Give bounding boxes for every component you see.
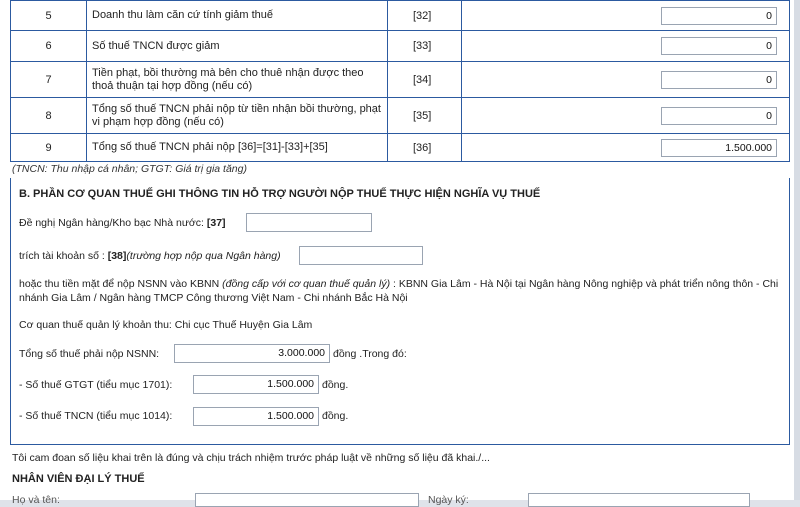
bank-input[interactable] [246,213,372,232]
agent-name-label: Họ và tên: [12,494,60,506]
row-number: 6 [11,31,87,62]
vat-input[interactable]: 1.500.000 [193,375,319,394]
row-code: [32] [388,1,462,31]
total-input[interactable]: 3.000.000 [174,344,330,363]
section-b-title: B. PHẦN CƠ QUAN THUẾ GHI THÔNG TIN HỖ TRỢ NGƯỜI NỘP THUẾ THỰC HIỆN NGHĨA VỤ THUẾ [19,188,541,200]
total-label: Tổng số thuế phải nộp NSNN: [19,348,160,360]
account-label: trích tài khoản số : [38](trường hợp nộp qua Ngân hàng) [19,250,281,262]
row-code: [36] [388,134,462,162]
row-label: Tổng số thuế TNCN phải nộp từ tiền nhận bồi thường, phạt vi phạm hợp đồng (nếu có) [87,98,388,134]
row-number: 9 [11,134,87,162]
row-number: 5 [11,1,87,31]
agent-name-input[interactable] [195,493,419,507]
row-code: [34] [388,62,462,98]
tax-table [10,0,790,162]
page-edge [794,0,800,500]
table-row [11,134,790,162]
treasury-text: hoặc thu tiền mặt để nộp NSNN vào KBNN (đồng cấp với cơ quan thuế quản lý) : KBNN Gia Lâm - Hà Nội tại Ngân hàng Nông nghiệp và phát triển nông thôn - Chi nhánh Gia Lâm / Ngân hàng TMCP Công thương Việt Nam - Chi nhánh Bắc Hà Nội [19,278,779,304]
value-input-36[interactable]: 1.500.000 [661,139,777,157]
declaration-text: Tôi cam đoan số liệu khai trên là đúng và chịu trách nhiệm trước pháp luật về những số liệu đã khai./... [12,452,490,464]
row-number: 8 [11,98,87,134]
value-input-34[interactable]: 0 [661,71,777,89]
table-row [11,62,790,98]
row-label: Số thuế TNCN được giảm [87,31,388,62]
pit-label: - Số thuế TNCN (tiểu mục 1014): [19,410,173,422]
agent-section-title: NHÂN VIÊN ĐẠI LÝ THUẾ [12,473,145,485]
section-b-panel [10,178,790,445]
vat-label: - Số thuế GTGT (tiểu mục 1701): [19,379,173,391]
row-label: Doanh thu làm căn cứ tính giảm thuế [87,1,388,31]
value-input-32[interactable]: 0 [661,7,777,25]
row-label: Tổng số thuế TNCN phải nộp [36]=[31]-[33]+[35] [87,134,388,162]
pit-suffix: đồng. [322,410,349,422]
total-suffix: đồng .Trong đó: [333,348,407,360]
row-label: Tiền phạt, bồi thường mà bên cho thuê nhận được theo thoả thuận tại hợp đồng (nếu có) [87,62,388,98]
table-row [11,98,790,134]
vat-suffix: đồng. [322,379,349,391]
row-number: 7 [11,62,87,98]
table-row [11,1,790,31]
abbreviation-note: (TNCN: Thu nhập cá nhân; GTGT: Giá trị gia tăng) [12,163,247,175]
agent-date-input[interactable] [528,493,750,507]
row-code: [35] [388,98,462,134]
bank-label: Đề nghị Ngân hàng/Kho bạc Nhà nước: [37] [19,217,226,229]
account-input[interactable] [299,246,423,265]
value-input-35[interactable]: 0 [661,107,777,125]
row-code: [33] [388,31,462,62]
table-row [11,31,790,62]
value-input-33[interactable]: 0 [661,37,777,55]
pit-input[interactable]: 1.500.000 [193,407,319,426]
authority-label: Cơ quan thuế quản lý khoản thu: Chi cục Thuế Huyện Gia Lâm [19,319,313,331]
agent-date-label: Ngày ký: [428,494,469,506]
